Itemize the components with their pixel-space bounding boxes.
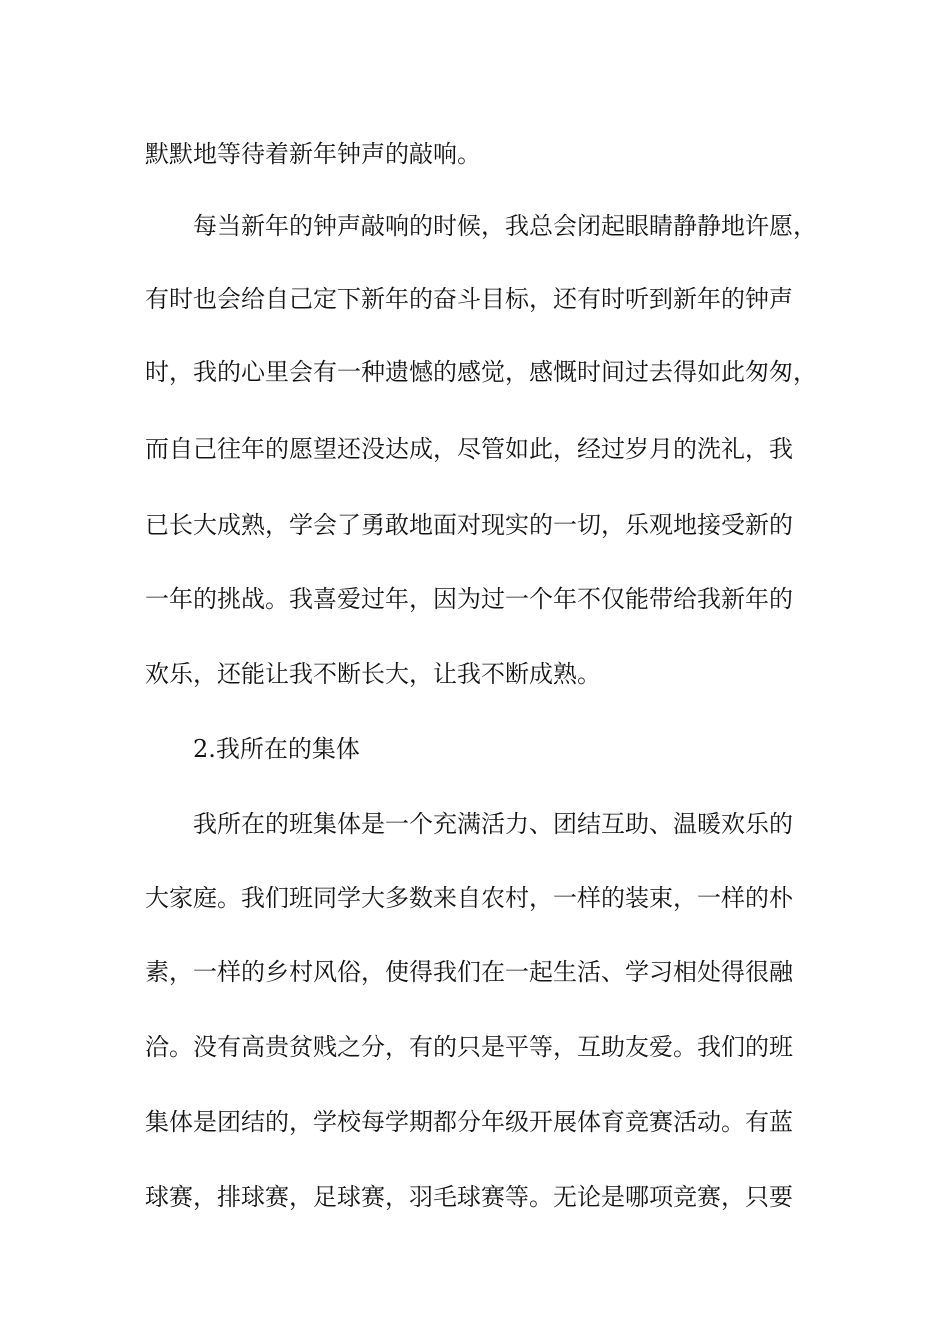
text-line: 已长大成熟，学会了勇敢地面对现实的一切，乐观地接受新的 — [145, 511, 793, 539]
text-line: 集体是团结的，学校每学期都分年级开展体育竞赛活动。有蓝 — [145, 1108, 793, 1136]
text-line: 大家庭。我们班同学大多数来自农村，一样的装束，一样的朴 — [145, 884, 793, 912]
paragraph-start-line: 我所在的班集体是一个充满活力、团结互助、温暖欢乐的 — [193, 810, 793, 838]
text-line: 球赛，排球赛，足球赛，羽毛球赛等。无论是哪项竞赛，只要 — [145, 1183, 793, 1211]
paragraph-start-line: 每当新年的钟声敲响的时候，我总会闭起眼睛静静地许愿， — [193, 212, 817, 240]
text-line: 素，一样的乡村风俗，使得我们在一起生活、学习相处得很融 — [145, 958, 793, 986]
text-line: 时，我的心里会有一种遗憾的感觉，感慨时间过去得如此匆匆， — [145, 358, 817, 386]
text-line: 而自己往年的愿望还没达成，尽管如此，经过岁月的洗礼，我 — [145, 435, 793, 463]
text-line: 默默地等待着新年钟声的敲响。 — [145, 140, 481, 168]
text-line: 一年的挑战。我喜爱过年，因为过一个年不仅能带给我新年的 — [145, 585, 793, 613]
text-line: 洽。没有高贵贫贱之分，有的只是平等，互助友爱。我们的班 — [145, 1033, 793, 1061]
section-heading: 2.我所在的集体 — [193, 735, 360, 763]
text-line: 有时也会给自己定下新年的奋斗目标，还有时听到新年的钟声 — [145, 285, 793, 313]
text-line: 欢乐，还能让我不断长大，让我不断成熟。 — [145, 660, 601, 688]
